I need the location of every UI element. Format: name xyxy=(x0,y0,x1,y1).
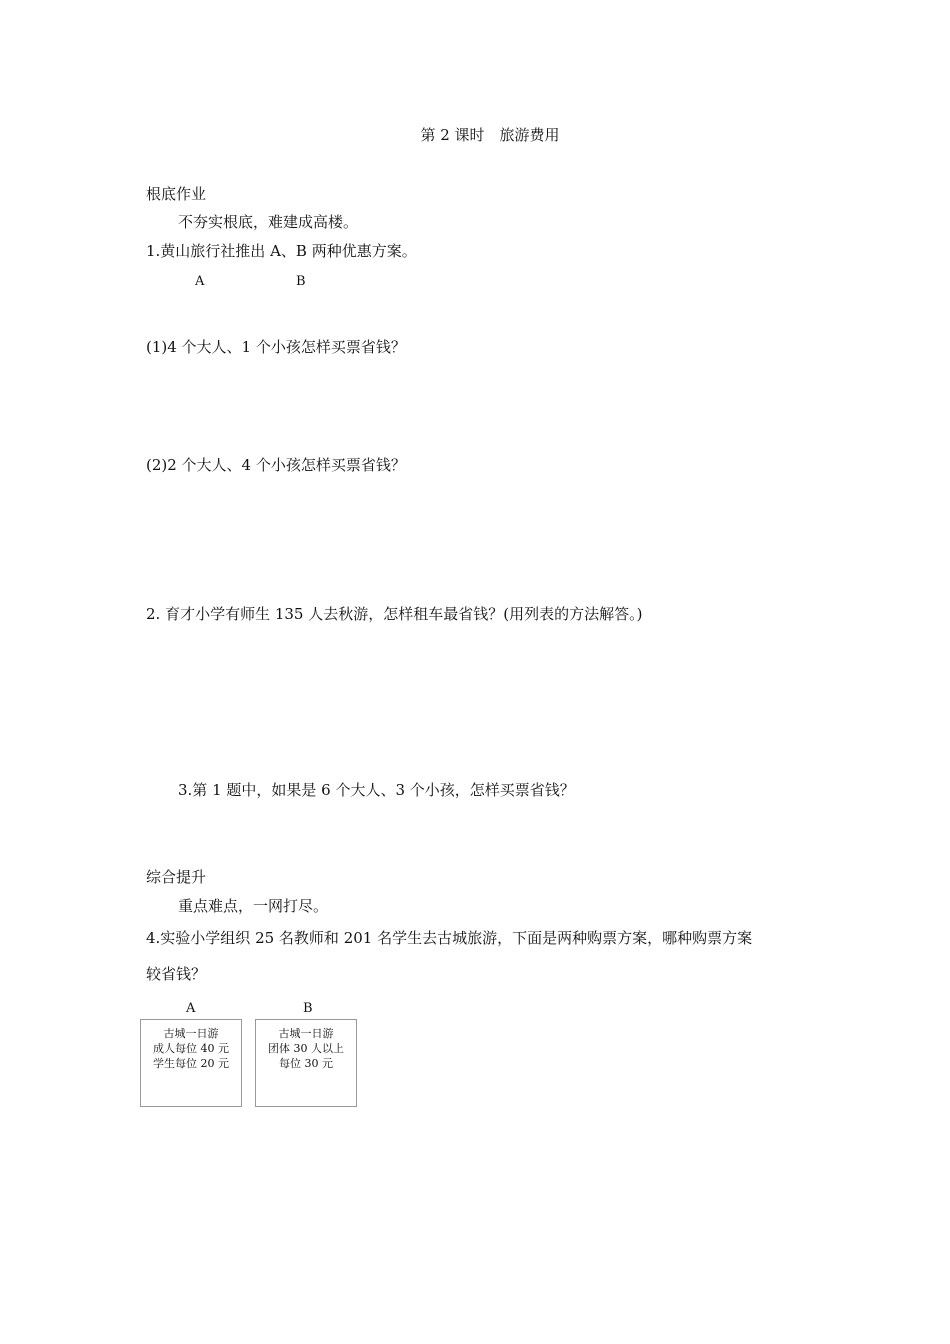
ticket-plan-b-label: B xyxy=(303,1001,313,1016)
section-motto-advanced: 重点难点，一网打尽。 xyxy=(178,897,329,915)
ticket-plan-a-box xyxy=(140,1019,242,1107)
question-3: 3.第 1 题中，如果是 6 个大人、3 个小孩，怎样买票省钱？ xyxy=(178,781,575,799)
ticket-plan-a-line: 学生每位 20 元 xyxy=(153,1057,229,1070)
section-heading-basic: 根底作业 xyxy=(146,185,207,203)
ticket-plan-a-line: 成人每位 40 元 xyxy=(153,1042,229,1055)
question-1-part-1: (1)4 个大人、1 个小孩怎样买票省钱？ xyxy=(146,338,406,356)
plan-a-label: A xyxy=(195,274,205,289)
question-1: 1.黄山旅行社推出 A、B 两种优惠方案。 xyxy=(146,242,417,260)
question-4-line-2: 较省钱？ xyxy=(146,965,207,983)
ticket-plan-a-label: A xyxy=(186,1001,196,1016)
plan-b-label: B xyxy=(296,274,306,289)
page-title: 第 2 课时 旅游费用 xyxy=(420,126,560,144)
question-1-part-2: (2)2 个大人、4 个小孩怎样买票省钱？ xyxy=(146,456,406,474)
ticket-plan-b-line: 古城一日游 xyxy=(278,1027,334,1040)
ticket-plan-a-line: 古城一日游 xyxy=(163,1027,219,1040)
ticket-plan-b-line: 每位 30 元 xyxy=(279,1057,333,1070)
section-motto-basic: 不夯实根底，难建成高楼。 xyxy=(178,213,359,231)
question-4-line-1: 4.实验小学组织 25 名教师和 201 名学生去古城旅游，下面是两种购票方案，哪种购票方案 xyxy=(146,929,753,947)
question-2: 2. 育才小学有师生 135 人去秋游，怎样租车最省钱？(用列表的方法解答。) xyxy=(146,605,643,623)
ticket-plan-b-box xyxy=(255,1019,357,1107)
ticket-plan-b-line: 团体 30 人以上 xyxy=(268,1042,344,1055)
section-heading-advanced: 综合提升 xyxy=(146,868,207,886)
